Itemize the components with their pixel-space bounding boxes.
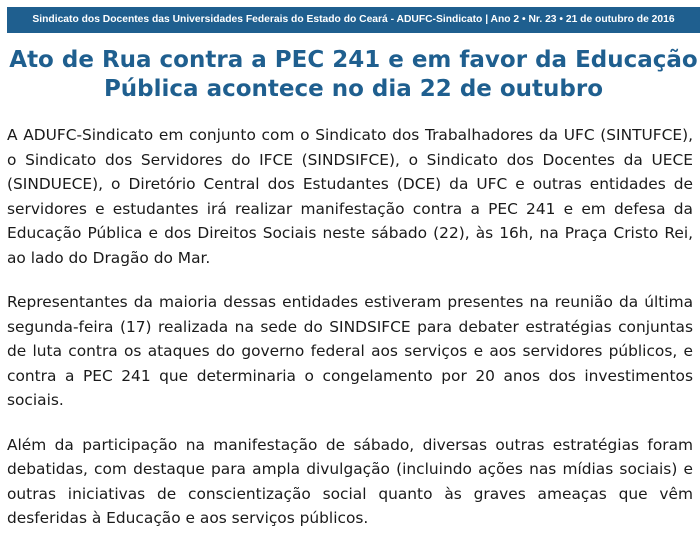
article-paragraph: Representantes da maioria dessas entidades estiveram presentes na reunião da última segunda-feira (17) realizada na sede do SINDSIFCE para debater estratégias conjuntas de luta contra os ataques do governo federal aos serviços e aos servidores públicos, e contra a PEC 241 que determinaria o congelamento por 20 anos dos investimentos sociais. [7, 293, 693, 409]
masthead-bar [7, 7, 700, 33]
article-paragraph: A ADUFC-Sindicato em conjunto com o Sindicato dos Trabalhadores da UFC (SINTUFCE), o Sindicato dos Servidores do IFCE (SINDSIFCE), o Sindicato dos Docentes da UECE (SINDUECE), o Diretório Central dos Estudantes (DCE) da UFC e outras entidades de servidores e estudantes irá realizar manifestação contra a PEC 241 e em defesa da Educação Pública e dos Direitos Sociais neste sábado (22), às 16h, na Praça Cristo Rei, ao lado do Dragão do Mar. [7, 126, 693, 267]
masthead-text: Sindicato dos Docentes das Universidades Federais do Estado do Ceará - ADUFC-Sindicato | Ano 2 • Nr. 23 • 21 de outubro de 2016 [32, 14, 675, 25]
article-title: Ato de Rua contra a PEC 241 e em favor da Educação Pública acontece no dia 22 de outubro [9, 47, 698, 102]
article-paragraph: Além da participação na manifestação de sábado, diversas outras estratégias foram debatidas, com destaque para ampla divulgação (incluindo ações nas mídias sociais) e outras iniciativas de conscientização social quanto às graves ameaças que vêm desferidas à Educação e aos serviços públicos. [7, 435, 693, 527]
article-body [7, 123, 693, 551]
